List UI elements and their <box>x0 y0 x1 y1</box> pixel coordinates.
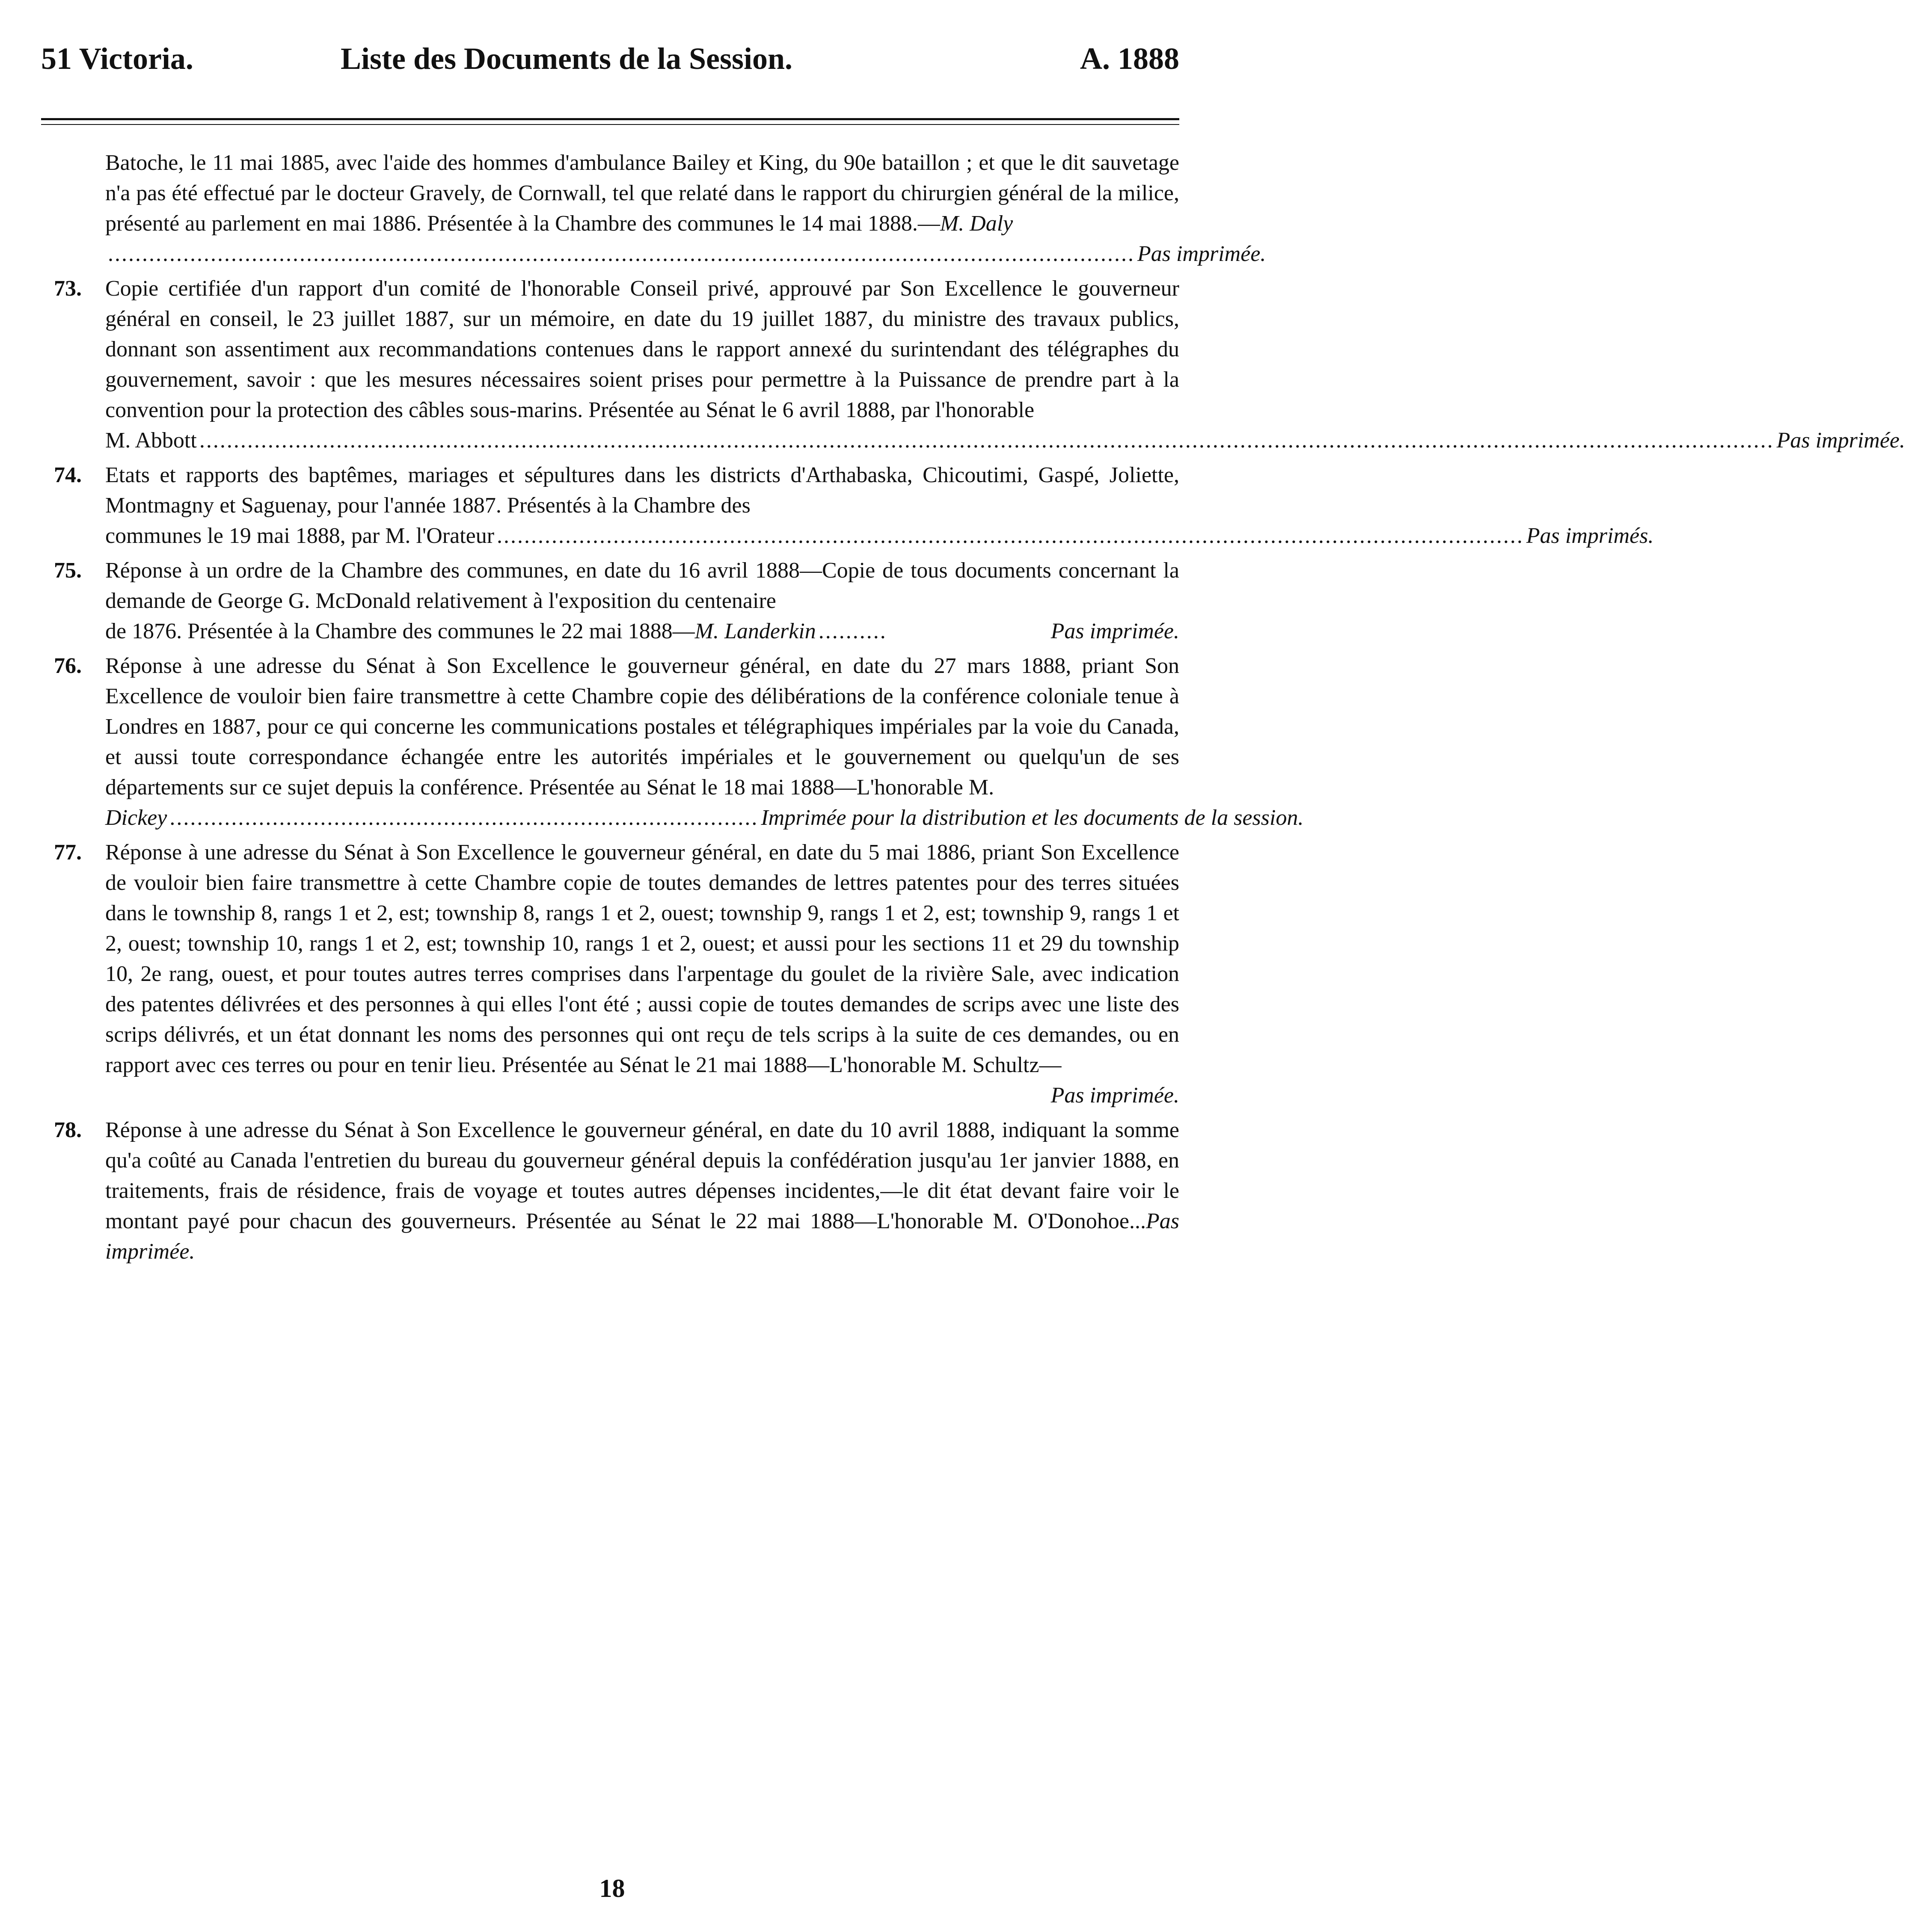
document-list <box>41 148 1905 1271</box>
entry-text: Batoche, le 11 mai 1885, avec l'aide des hommes d'ambulance Bailey et King, du 90e bataillon ; et que le dit sauvetage n'a pas été effectué par le docteur Gravely, de Cornwall, tel que relaté dans le rapport du chirurgien général de la milice, présenté au parlement en mai 1886. Présentée à la Chambre des communes le 14 mai 1888.—M. Daly <box>105 151 1179 236</box>
entry-text: Réponse à une adresse du Sénat à Son Excellence le gouverneur général, en date du 10 avril 1888, indiquant la somme qu'a coûté au Canada l'entretien du bureau du gouverneur général depuis la confédération jusqu'au 1er janvier 1888, en traitements, frais de résidence, frais de voyage et toutes autres dépenses incidentes,—le dit état devant faire voir le montant payé pour chacun des gouverneurs. Présentée au Sénat le 22 mai 1888—L'honorable M. O'Donohoe...Pas imprimée. <box>105 1118 1179 1264</box>
entry-number: 76. <box>54 654 82 678</box>
entry-mover: M. Daly <box>940 211 1013 236</box>
entry-number: 78. <box>54 1118 82 1142</box>
list-item: 73. Copie certifiée d'un rapport d'un comité de l'honorable Conseil privé, approuvé par Son Excellence le gouverneur général en conseil, le 23 juillet 1887, sur un mémoire, en date du 19 juillet 1887, du ministre des travaux publics, donnant son assentiment aux recommandations contenues dans le rapport annexé du surintendant des télégraphes du gouvernement, savoir : que les mesures nécessaires soient prises pour permettre à la Puissance de prendre part à la convention pour la protection des câbles sous-marins. Présentée au Sénat le 6 avril 1888, par l'honorable M. Abbott ...................................................................................................................................................................................................................................... Pas imprimée. <box>41 273 1179 456</box>
list-item <box>41 1115 1179 1267</box>
entry-status: Pas imprimée. <box>1050 1083 1179 1108</box>
entry-mover: Dickey <box>105 806 167 830</box>
list-item: Batoche, le 11 mai 1885, avec l'aide des hommes d'ambulance Bailey et King, du 90e bataillon ; et que le dit sauvetage n'a pas été effectué par le docteur Gravely, de Cornwall, tel que relaté dans le rapport du chirurgien général de la milice, présenté au parlement en mai 1886. Présentée à la Chambre des communes le 14 mai 1888.—M. Daly ...................................................................................................................................................... Pas imprimée. <box>41 148 1179 269</box>
page-number: 18 <box>599 1874 625 1902</box>
entry-status: Imprimée pour la distribution et les documents de la session. <box>761 806 1304 830</box>
entry-number: 74. <box>54 463 82 487</box>
list-item: 75. Réponse à un ordre de la Chambre des communes, en date du 16 avril 1888—Copie de tous documents concernant la demande de George G. McDonald relativement à l'exposition du centenaire de 1876. Présentée à la Chambre des communes le 22 mai 1888— M. Landerkin .......... Pas imprimée. <box>41 555 1179 646</box>
entry-number: 77. <box>54 840 82 865</box>
list-item: 74. Etats et rapports des baptêmes, mariages et sépultures dans les districts d'Arthabaska, Chicoutimi, Gaspé, Joliette, Montmagny et Saguenay, pour l'année 1887. Présentés à la Chambre des communes le 19 mai 1888, par M. l'Orateur ...................................................................................................................................................... Pas imprimés. <box>41 460 1179 551</box>
entry-number: 75. <box>54 558 82 583</box>
entry-status: Pas imprimée. <box>1776 428 1905 453</box>
entry-status: Pas imprimée. <box>1137 242 1266 266</box>
entry-status: Pas imprimée. <box>105 1209 1179 1264</box>
entry-number: 73. <box>54 276 82 301</box>
list-item <box>41 837 1179 1111</box>
header-rule-thin <box>41 124 1179 125</box>
entry-text: Etats et rapports des baptêmes, mariages et sépultures dans les districts d'Arthabaska, Chicoutimi, Gaspé, Joliette, Montmagny et Saguenay, pour l'année 1887. Présentés à la Chambre des <box>105 463 1179 518</box>
header-title: Liste des Documents de la Session. <box>341 41 793 76</box>
header-rule-thick <box>41 118 1179 120</box>
header-year: A. 1888 <box>1080 41 1179 76</box>
list-item: 76. Réponse à une adresse du Sénat à Son Excellence le gouverneur général, en date du 27 mars 1888, priant Son Excellence de vouloir bien faire transmettre à cette Chambre copie des délibérations de la conférence coloniale tenue à Londres en 1887, pour ce qui concerne les communications postales et télégraphiques impériales par la voie du Canada, et aussi toute correspondance échangée entre les autorités impériales et le gouvernement ou quelqu'un de ses départements sur ce sujet depuis la conférence. Présentée au Sénat le 18 mai 1888—L'honorable M. Dickey ...................................................................................... Imprimée pour la distribution et les documents de la session. <box>41 651 1179 833</box>
entry-text: Copie certifiée d'un rapport d'un comité de l'honorable Conseil privé, approuvé par Son Excellence le gouverneur général en conseil, le 23 juillet 1887, sur un mémoire, en date du 19 juillet 1887, du ministre des travaux publics, donnant son assentiment aux recommandations contenues dans le rapport annexé du surintendant des télégraphes du gouvernement, savoir : que les mesures nécessaires soient prises pour permettre à la Puissance de prendre part à la convention pour la protection des câbles sous-marins. Présentée au Sénat le 6 avril 1888, par l'honorable <box>105 276 1179 422</box>
entry-text: Réponse à un ordre de la Chambre des communes, en date du 16 avril 1888—Copie de tous documents concernant la demande de George G. McDonald relativement à l'exposition du centenaire <box>105 558 1179 613</box>
entry-text: Réponse à une adresse du Sénat à Son Excellence le gouverneur général, en date du 5 mai 1886, priant Son Excellence de vouloir bien faire transmettre à cette Chambre copie de toutes demandes de lettres patentes pour des terres situées dans le township 8, rangs 1 et 2, est; township 8, rangs 1 et 2, ouest; township 9, rangs 1 et 2, est; township 9, rangs 1 et 2, ouest; township 10, rangs 1 et 2, est; township 10, rangs 1 et 2, ouest; et aussi pour les sections 11 et 29 du township 10, 2e rang, ouest, et pour toutes autres terres comprises dans l'arpentage du goulet de la rivière Sale, avec indication des patentes délivrées et des personnes à qui elles l'ont été ; aussi copie de toutes demandes de scrips avec une liste des scrips délivrés, et un état donnant les noms des personnes qui ont reçu de tels scrips à la suite de ces demandes, ou en rapport avec ces terres ou pour en tenir lieu. Présentée au Sénat le 21 mai 1888—L'honorable M. Schultz— <box>105 840 1179 1077</box>
entry-mover: M. Landerkin <box>694 619 816 643</box>
entry-status: Pas imprimée. <box>1050 619 1179 643</box>
page-header <box>41 41 1179 88</box>
entry-status: Pas imprimés. <box>1526 524 1654 548</box>
header-session: 51 Victoria. <box>41 41 193 76</box>
entry-text: Réponse à une adresse du Sénat à Son Excellence le gouverneur général, en date du 27 mars 1888, priant Son Excellence de vouloir bien faire transmettre à cette Chambre copie des délibérations de la conférence coloniale tenue à Londres en 1887, pour ce qui concerne les communications postales et télégraphiques impériales par la voie du Canada, et aussi toute correspondance échangée entre les autorités impériales et le gouvernement ou quelqu'un de ses départements sur ce sujet depuis la conférence. Présentée au Sénat le 18 mai 1888—L'honorable M. <box>105 654 1179 800</box>
